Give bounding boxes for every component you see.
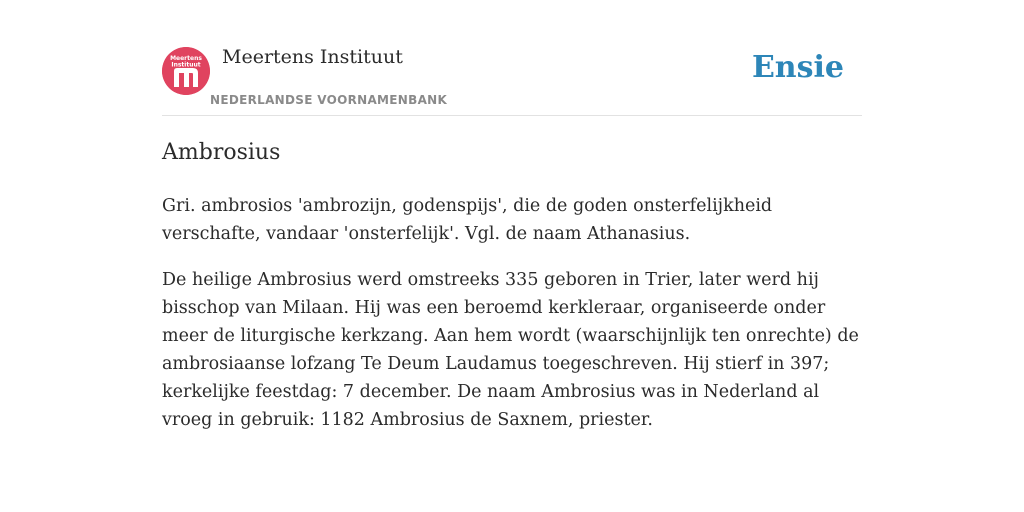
ensie-brand-link[interactable]: Ensie bbox=[751, 50, 844, 85]
meertens-logo-icon bbox=[162, 47, 210, 95]
site-header bbox=[162, 0, 862, 116]
entry-body bbox=[162, 192, 862, 452]
entry-card bbox=[162, 0, 862, 512]
meertens-logo[interactable] bbox=[162, 47, 210, 95]
logo-text-line2: Instituut bbox=[171, 61, 201, 69]
logo-text-line1: Meertens bbox=[170, 55, 202, 62]
logo-m-glyph bbox=[174, 68, 198, 87]
entry-paragraph: De heilige Ambrosius werd omstreeks 335 geboren in Trier, later werd hij bisschop van Milaan. Hij was een beroemd kerkleraar, organiseerde onder meer de liturgische kerkzang. Aan hem wordt (waarschijnlijk ten onrechte) de ambrosiaanse lofzang Te Deum Laudamus toegeschreven. Hij stierf in 397; kerkelijke feestdag: 7 december. De naam Ambrosius was in Nederland al vroeg in gebruik: 1182 Ambrosius de Saxnem, priester. bbox=[162, 270, 859, 430]
entry-title: Ambrosius bbox=[162, 140, 281, 165]
site-title[interactable]: Meertens Instituut bbox=[222, 46, 403, 68]
entry-paragraph: Gri. ambrosios 'ambrozijn, godenspijs', die de goden onsterfelijkheid verschafte, vandaar 'onsterfelijk'. Vgl. de naam Athanasius. bbox=[162, 196, 773, 244]
site-subtitle: NEDERLANDSE VOORNAMENBANK bbox=[210, 93, 448, 107]
